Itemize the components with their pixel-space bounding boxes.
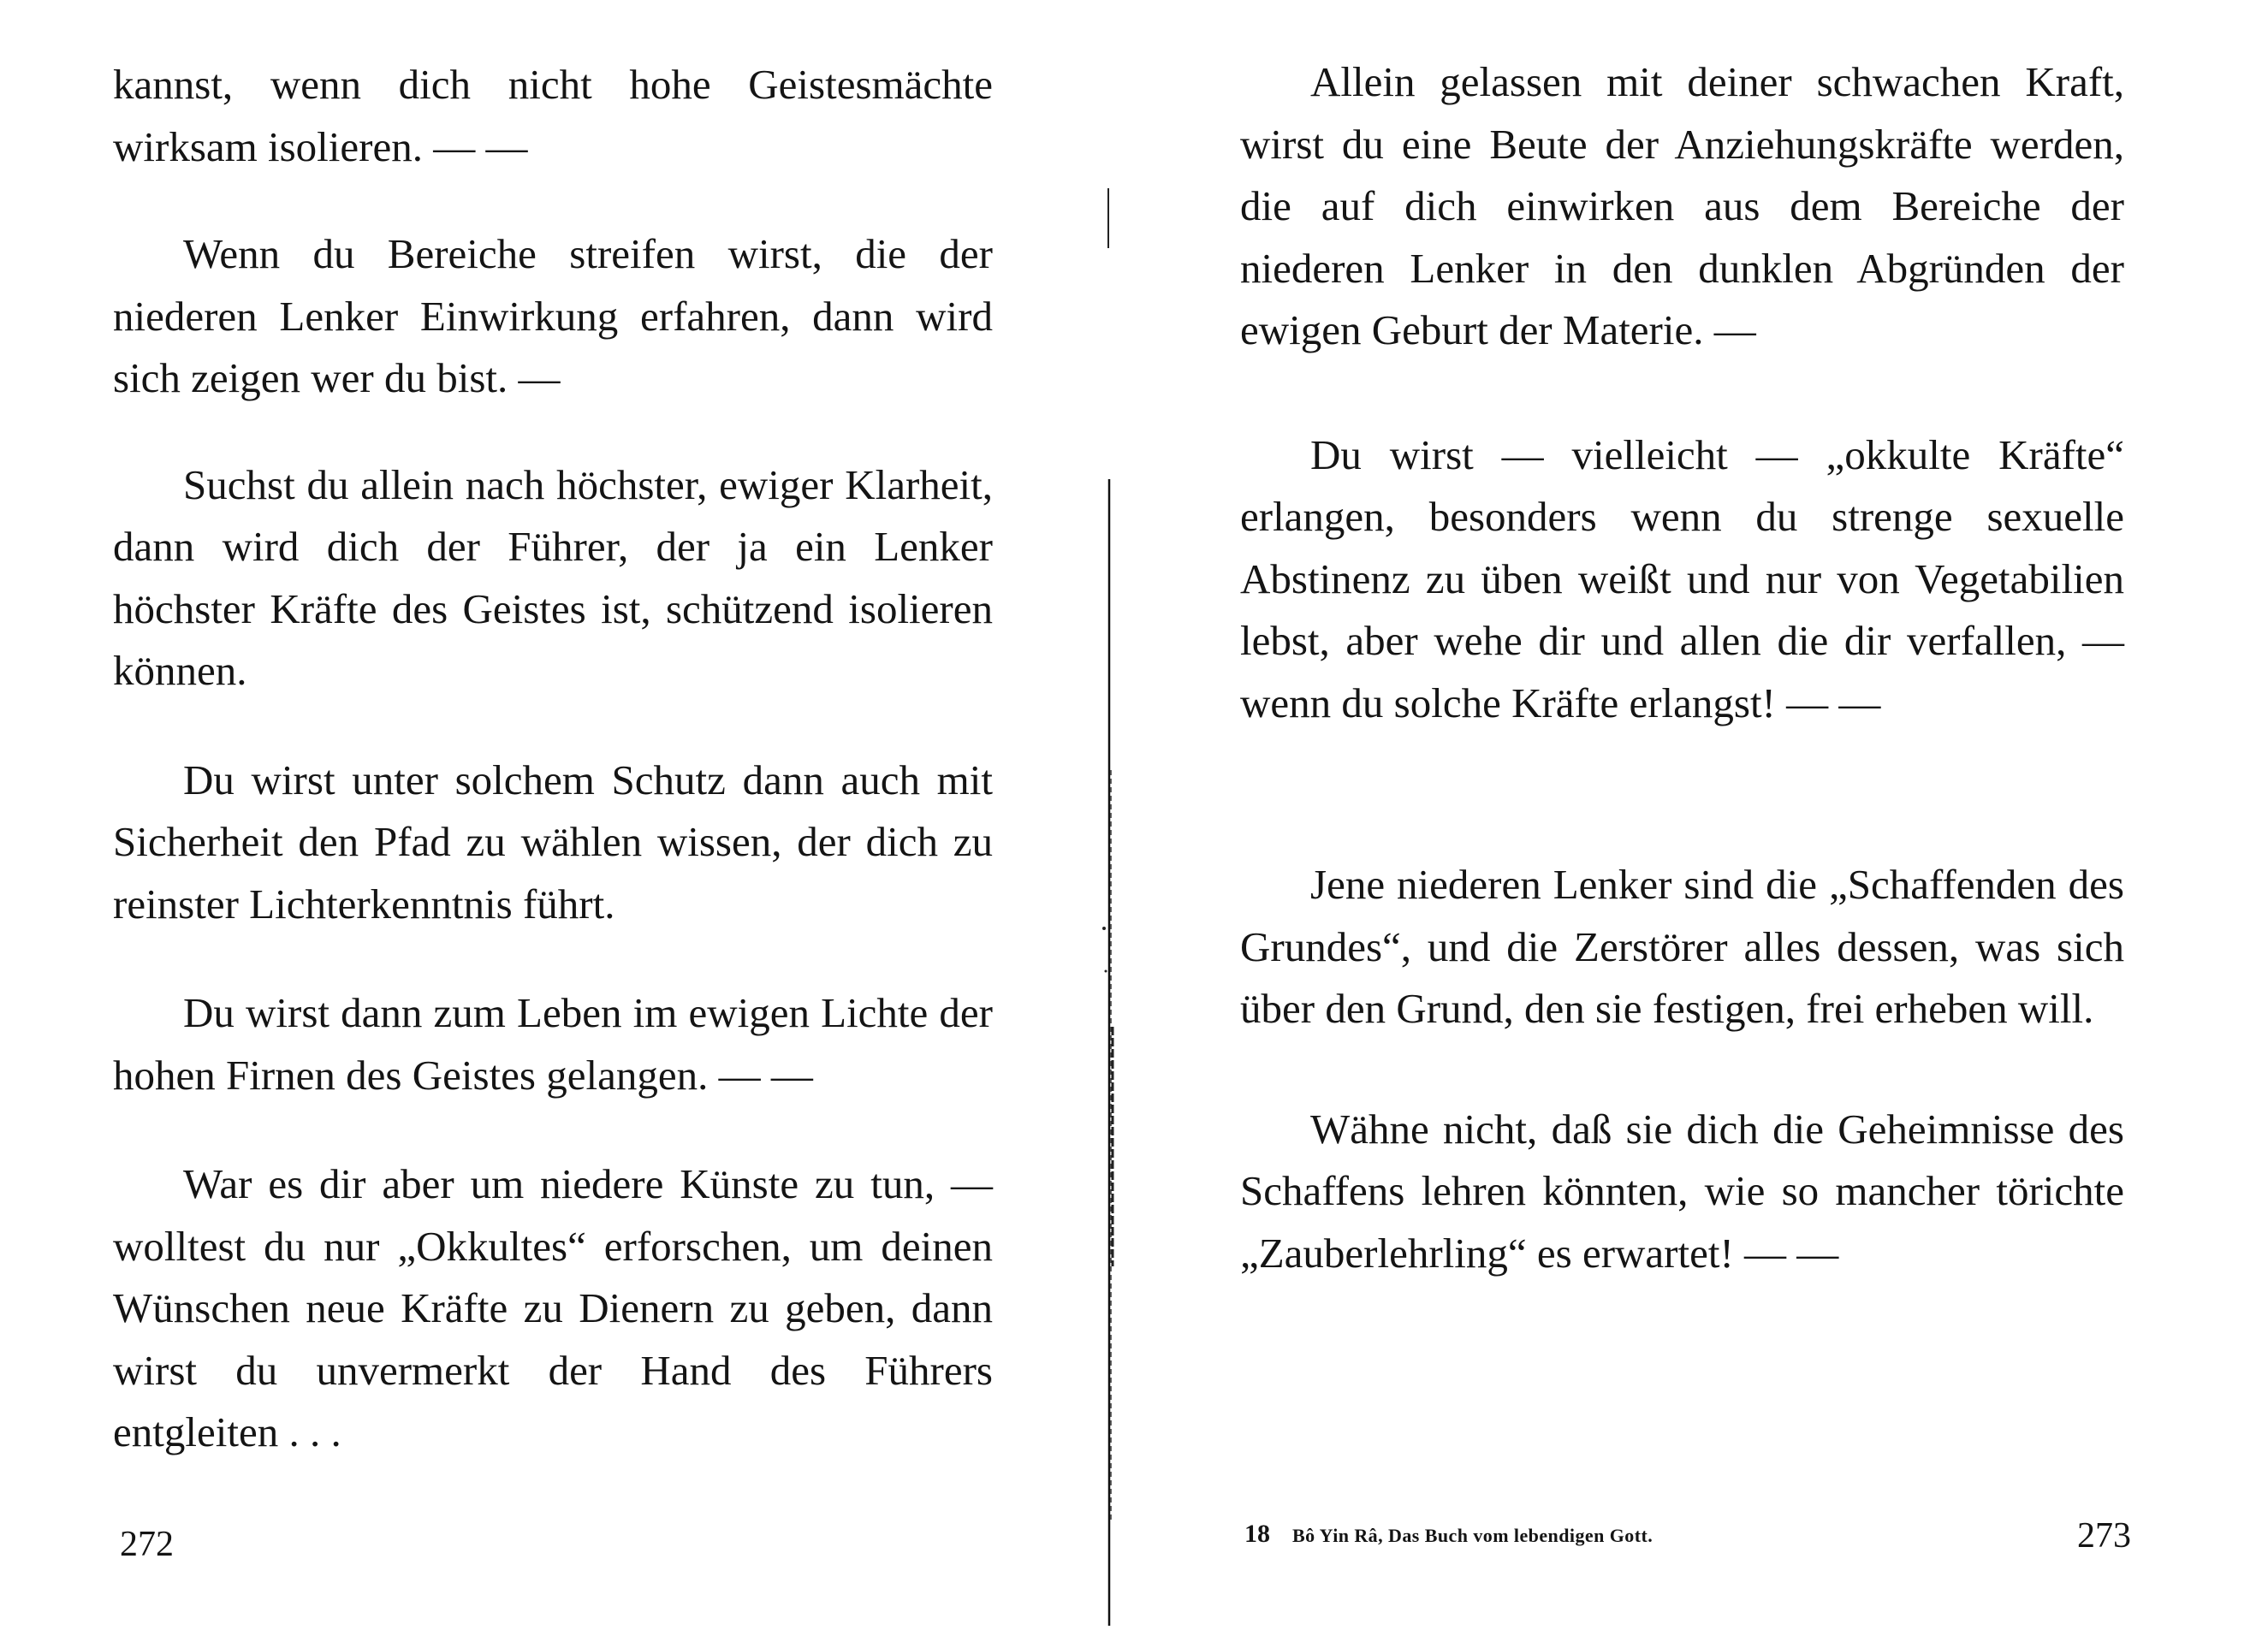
left-paragraph-1: kannst, wenn dich nicht hohe Geistesmächte wirksam isolieren. — — [113,61,993,170]
signature-title: Bô Yin Râ, Das Buch vom lebendigen Gott. [1292,1525,1654,1546]
left-page [0,0,1108,1626]
left-page-text [113,54,993,1464]
left-page-number: 272 [120,1525,174,1564]
left-paragraph-4: Du wirst unter solchem Schutz dann auch mit Sicherheit den Pfad zu wählen wissen, der dich zu reinster Lichterkenntnis führt. [113,756,993,928]
signature-number: 18 [1244,1520,1270,1548]
right-page [1108,0,2268,1626]
left-paragraph-2: Wenn du Bereiche streifen wirst, die der niederen Lenker Einwirkung erfahren, dann wird sich zeigen wer du bist. — [113,230,993,401]
left-paragraph-3: Suchst du allein nach höchster, ewiger Klarheit, dann wird dich der Führer, der ja ein Lenker höchster Kräfte des Geistes ist, schützend isolieren können. [113,460,993,694]
left-paragraph-5: Du wirst dann zum Leben im ewigen Lichte der hohen Firnen des Geistes gelangen. — — [113,989,993,1099]
right-paragraph-4: Wähne nicht, daß sie dich die Geheimnisse des Schaffens lehren könnten, wie so mancher törichte „Zauberlehrling“ es erwartet! — — [1240,1105,2124,1277]
left-paragraph-6: War es dir aber um niedere Künste zu tun, — wolltest du nur „Okkultes“ erforschen, um deinen Wünschen neue Kräfte zu Dienern zu geben, dann wirst du unvermerkt der Hand des Führers entgleiten . . . [113,1160,993,1455]
signature-line [1244,1520,1653,1549]
right-paragraph-2: Du wirst — vielleicht — „okkulte Kräfte“ erlangen, besonders wenn du strenge sexuelle Abstinenz zu üben weißt und nur von Vegetabilien lebst, aber wehe dir und allen die dir verfallen, — wenn du solche Kräfte erlangst! — — [1240,430,2124,726]
right-paragraph-3: Jene niederen Lenker sind die „Schaffenden des Grundes“, und die Zerstörer alles dessen, was sich über den Grund, den sie festigen, frei erheben will. [1240,861,2124,1032]
right-paragraph-1: Allein gelassen mit deiner schwachen Kraft, wirst du eine Beute der Anziehungskräfte werden, die auf dich einwirken aus dem Bereiche der niederen Lenker in den dunklen Abgründen der ewigen Geburt der Materie. — [1240,58,2124,353]
right-page-text [1240,51,2124,1284]
right-page-number: 273 [2077,1516,2131,1556]
